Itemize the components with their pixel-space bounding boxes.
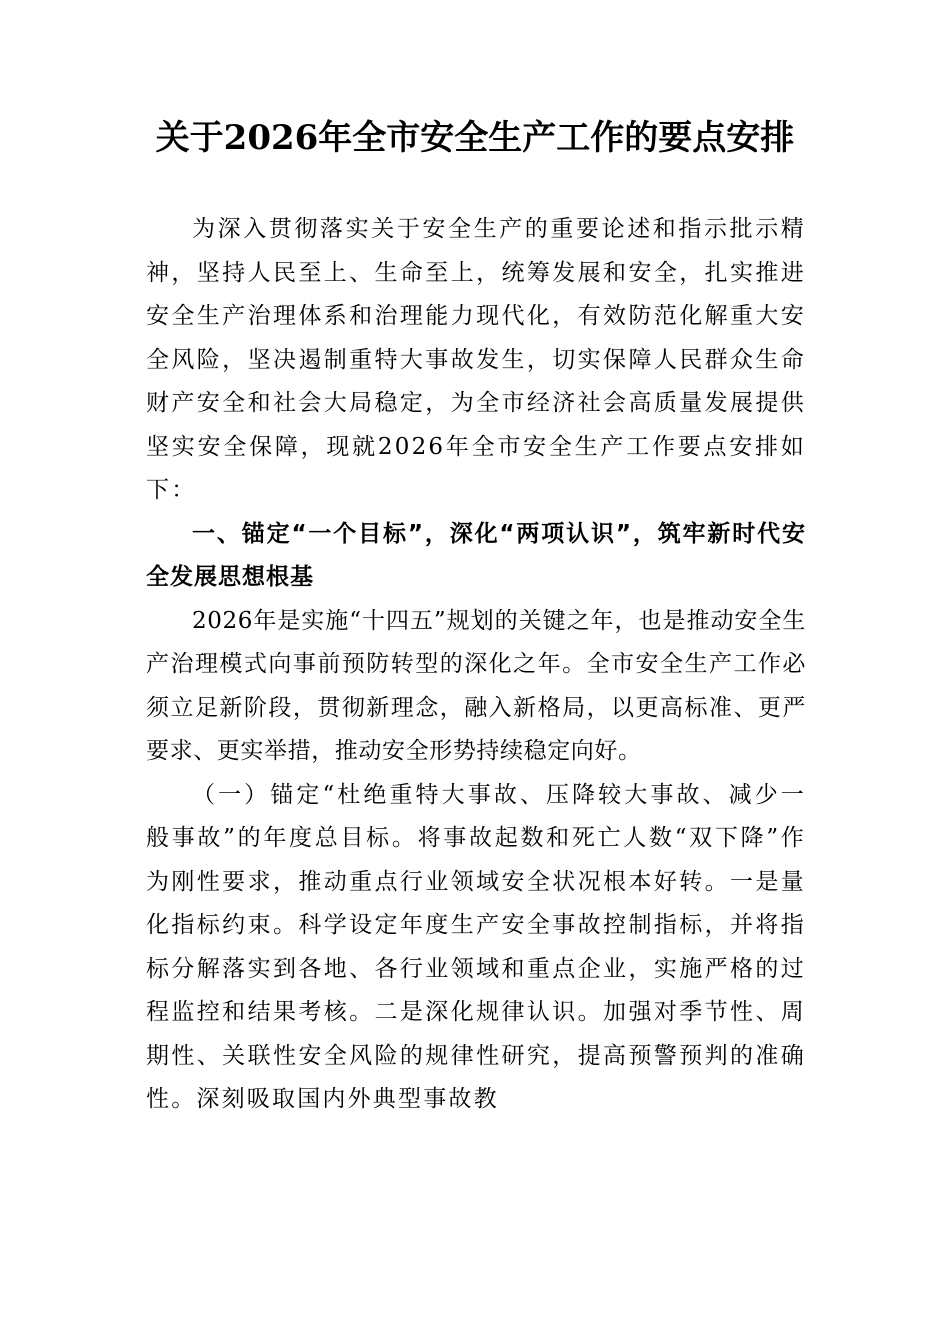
intro-paragraph: 为深入贯彻落实关于安全生产的重要论述和指示批示精神，坚持人民至上、生命至上，统筹发展和安全，扎实推进安全生产治理体系和治理能力现代化，有效防范化解重大安全风险，坚决遏制重特大事故发生，切实保障人民群众生命财产安全和社会大局稳定，为全市经济社会高质量发展提供坚实安全保障，现就2026年全市安全生产工作要点安排如下： — [146, 216, 806, 503]
document-body — [146, 208, 806, 1122]
section-1-paragraph: 2026年是实施“十四五”规划的关键之年，也是推动安全生产治理模式向事前预防转型的深化之年。全市安全生产工作必须立足新阶段，贯彻新理念，融入新格局，以更高标准、更严要求、更实举措，推动安全形势持续稳定向好。 — [146, 607, 806, 764]
document-title: 关于2026年全市安全生产工作的要点安排 — [155, 118, 795, 158]
subsection-1-paragraph: （一）锚定“杜绝重特大事故、压降较大事故、减少一般事故”的年度总目标。将事故起数和死亡人数“双下降”作为刚性要求，推动重点行业领域安全状况根本好转。一是量化指标约束。科学设定年度生产安全事故控制指标，并将指标分解落实到各地、各行业领域和重点企业，实施严格的过程监控和结果考核。二是深化规律认识。加强对季节性、周期性、关联性安全风险的规律性研究，提高预警预判的准确性。深刻吸取国内外典型事故教 — [146, 781, 806, 1112]
section-heading-1: 一、锚定“一个目标”，深化“两项认识”，筑牢新时代安全发展思想根基 — [146, 520, 806, 590]
